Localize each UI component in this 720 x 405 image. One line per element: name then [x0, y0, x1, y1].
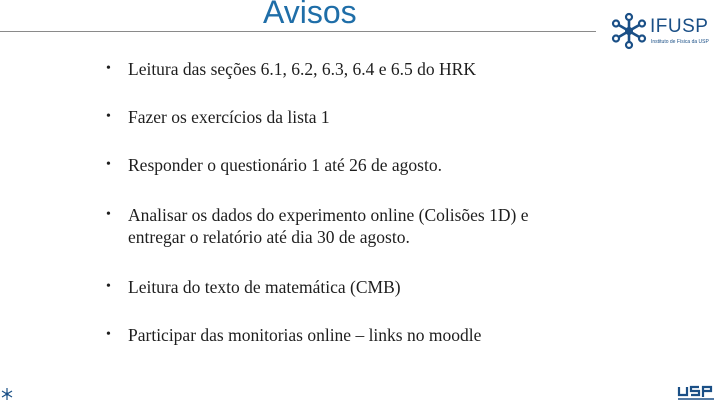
slide-title: Avisos — [263, 0, 357, 30]
title-divider — [0, 31, 596, 32]
bullet-text: Analisar os dados do experimento online (Colisões 1D) e entregar o relatório até dia 30 de agosto. — [128, 205, 529, 247]
bullet-text: Responder o questionário 1 até 26 de agosto. — [128, 155, 442, 175]
list-item — [106, 106, 606, 128]
ifusp-molecule-logo-icon — [610, 12, 648, 50]
logo-name: IFUSP — [650, 16, 709, 37]
list-item — [106, 324, 606, 346]
usp-logo-icon — [676, 384, 716, 402]
bullet-marker: • — [106, 61, 111, 76]
list-item — [106, 204, 586, 248]
bullet-text: Leitura do texto de matemática (CMB) — [128, 277, 401, 297]
bullet-marker: • — [106, 327, 111, 342]
bullet-marker: • — [106, 157, 111, 172]
ifusp-molecule-small-icon — [0, 383, 14, 405]
bullet-marker: • — [106, 279, 111, 294]
bullet-text: Leitura das seções 6.1, 6.2, 6.3, 6.4 e 6.5 do HRK — [128, 59, 476, 79]
logo-subtitle: Instituto de Física da USP — [651, 39, 709, 45]
list-item — [106, 154, 606, 176]
ifusp-logo — [610, 12, 710, 52]
list-item — [106, 276, 606, 298]
bullet-marker: • — [106, 109, 111, 124]
bullet-marker: • — [106, 207, 111, 222]
list-item — [106, 58, 606, 80]
bullet-text: Fazer os exercícios da lista 1 — [128, 107, 330, 127]
bullet-text: Participar das monitorias online – links no moodle — [128, 325, 482, 345]
